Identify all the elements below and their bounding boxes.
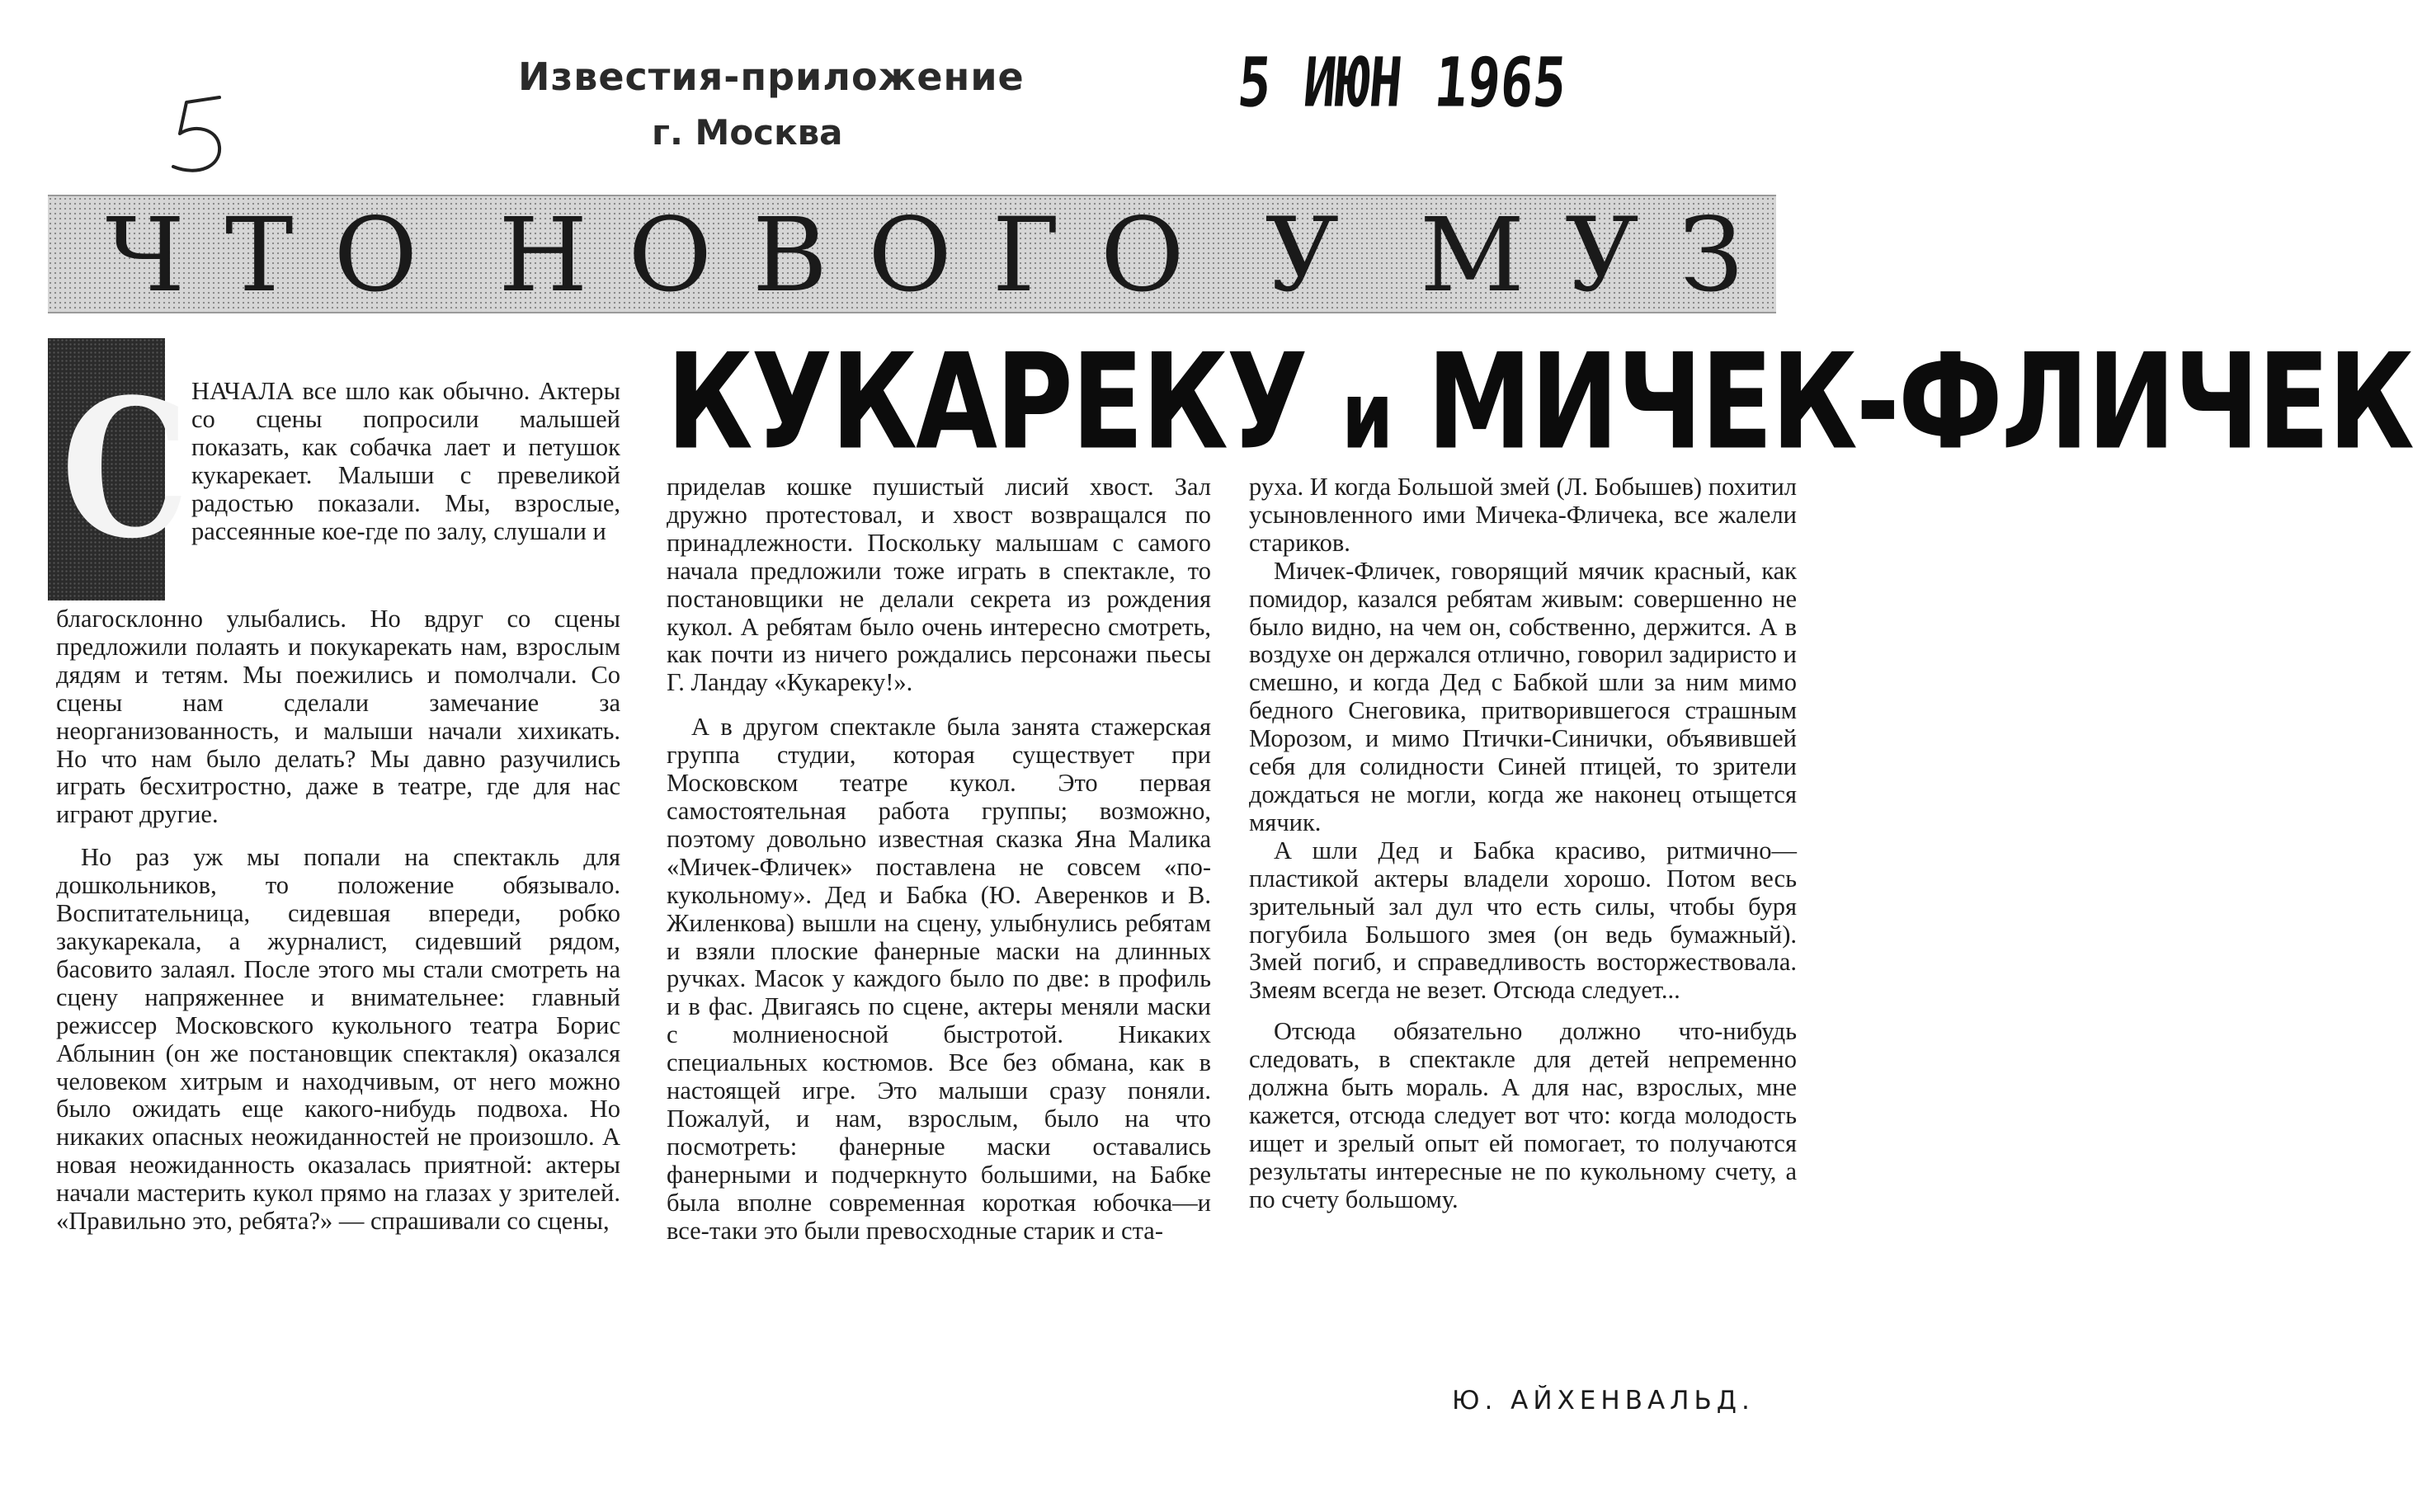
banner-letter: У [1565,196,1639,315]
headline-part2: МИЧЕК-ФЛИЧЕК [1426,326,2413,480]
date-stamp: 5 ИЮН 1965 [1234,43,1570,123]
banner-letter: Г [992,196,1060,315]
author-signature: Ю. АЙХЕНВАЛЬД. [1452,1386,1755,1415]
banner-title [48,196,1776,315]
article-column-3 [1249,473,1797,1214]
banner-letter: У [1265,196,1340,315]
headline-conjunction: и [1341,361,1393,470]
paragraph: Мичек-Фличек, говорящий мячик красный, как помидор, казался ребятам живым: совершенно не было видно, на чем он, собственно, держится. А в воздухе он держался отлично, говорил задиристо и смешно, и когда Дед с Бабкой шли за ним мимо бедного Снеговика, притворившегося страшным Морозом, и мимо Птички-Синички, объявившей себя для солидности Синей птицей, то зрители дождаться не могли, когда же наконец отыщется мячик. [1249,556,1797,836]
paragraph: Но раз уж мы попали на спектакль для дошкольников, то положение обязывало. Воспитательница, сидевшая впереди, робко закукарекала, а журналист, сидевший рядом, басовито залаял. После этого мы стали смотреть на сцену напряженнее и внимательнее: главный режиссер Московского кукольного театра Борис Аблынин (он же постановщик спектакля) оказался человеком хитрым и находчивым, от него можно было ожидать еще какого-нибудь подвоха. Но никаких опасных неожиданностей не произошло. А новая неожиданность оказалась приятной: актеры начали мастерить кукол прямо на глазах у зрителей. «Правильно это, ребята?» — спрашивали со сцены, [56,843,620,1236]
article-column-2 [667,473,1211,1245]
article-column-1 [56,605,620,1236]
banner-letter: О [628,196,712,315]
paragraph: приделав кошке пушистый лисий хвост. Зал дружно протестовал, и хвост возвращался по принадлежности. Поскольку малышам с самого начала предложили тоже играть в спектакле, то постановщики не делали секрета из рождения кукол. А ребятам было очень интересно смотреть, как почти из ничего рождались персонажи пьесы Г. Ландау «Кукареку!». [667,473,1211,697]
source-stamp: Известия-приложение [518,54,1025,99]
banner-letter: Ч [106,196,185,315]
paragraph: Отсюда обязательно должно что-нибудь следовать, в спектакле для детей непременно должна быть мораль. А для нас, взрослых, мне кажется, отсюда следует вот что: когда молодость ищет и зрелый опыт ей помогает, то получаются результаты интересные не по кукольному счету, а по счету большому. [1249,1017,1797,1213]
handwritten-number-five [162,91,236,181]
paragraph: руха. И когда Большой змей (Л. Бобышев) похитил усыновленного ими Мичека-Фличека, все жалели стариков. [1249,473,1797,557]
banner-letter: З [1679,196,1743,315]
banner-letter: О [868,196,952,315]
city-stamp: г. Москва [652,112,843,153]
banner-letter: Н [498,196,588,315]
banner-letter: М [1420,196,1525,315]
drop-cap: С [61,358,190,581]
paragraph: благосклонно улыбались. Но вдруг со сцены предложили полаять и покукарекать нам, взрослым дядям и тетям. Мы поежились и помолчали. Со сцены нам сделали замечание за неорганизованность, и малыши начали хихикать. Но что нам было делать? Мы давно разучились играть бесхитростно, даже в театре, где для нас играют другие. [56,605,620,829]
paragraph: НАЧАЛА все шло как обычно. Актеры со сцены попросили малышей показать, как собачка лает и петушок кукарекает. Малыши с превеликой радостью показали. Мы, взрослые, рассеянные кое-где по залу, слушали и [191,377,620,545]
paragraph: А шли Дед и Бабка красиво, ритмично—пластикой актеры владели хорошо. Потом весь зрительный зал дул что есть силы, чтобы буря погубила Большого змея (он ведь бумажный). Змей погиб, и справедливость восторжествовала. Змеям всегда не везет. Отсюда следует... [1249,836,1797,1005]
banner-letter: Т [224,196,294,315]
banner-letter: О [333,196,418,315]
article-column-1-top [191,378,620,545]
banner-letter: В [752,196,828,315]
headline-part1: КУКАРЕКУ [667,326,1307,480]
article-headline [667,326,2413,481]
section-banner [48,195,1776,313]
paragraph: А в другом спектакле была занята стажерская группа студии, которая существует при Московском театре кукол. Это первая самостоятельная работа группы; возможно, поэтому довольно известная сказка Яна Малика «Мичек-Фличек» поставлена не совсем «по-кукольному». Дед и Бабка (Ю. Аверенков и В. Жиленкова) вышли на сцену, улыбнулись ребятам и взяли плоские фанерные маски на длинных ручках. Масок у каждого было по две: в профиль и в фас. Двигаясь по сцене, актеры меняли маски с молниеносной быстротой. Никаких специальных костюмов. Все без обмана, как в настоящей игре. Это малыши сразу поняли. Пожалуй, и нам, взрослым, было на что посмотреть: фанерные маски оставались фанерными и подчеркнуто большими, на Бабке была вполне современная короткая юбочка—и все-таки это были превосходные старик и ста- [667,713,1211,1245]
banner-letter: О [1100,196,1185,315]
